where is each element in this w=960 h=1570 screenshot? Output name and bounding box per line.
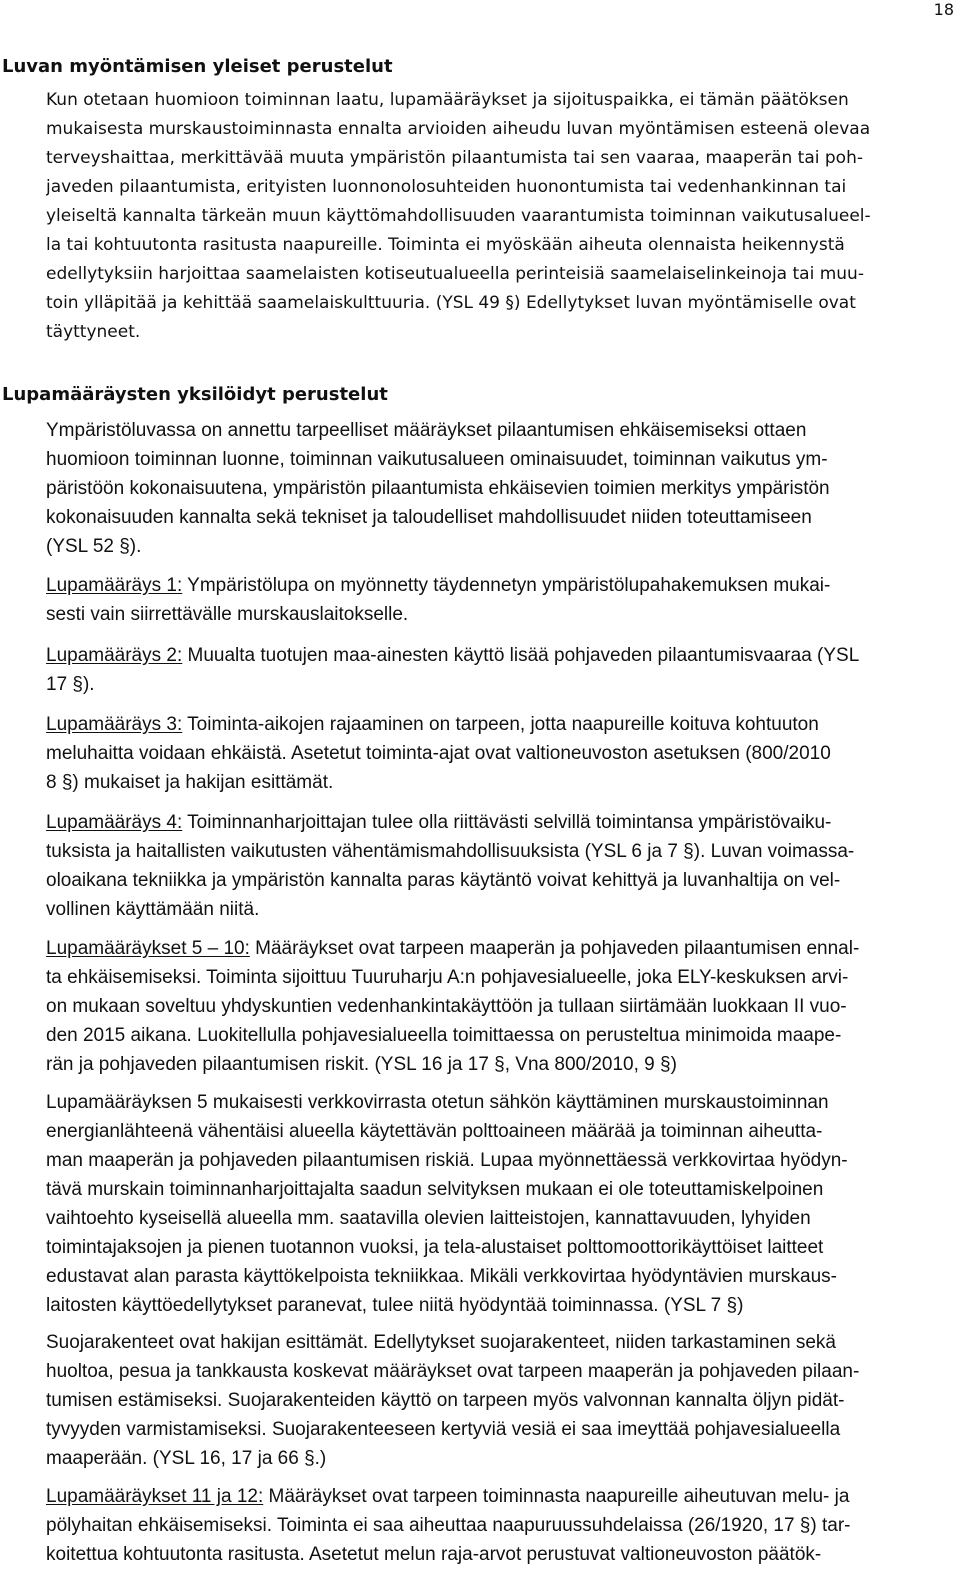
text-line: tuksista ja haitallisten vaikutusten vähentämismahdollisuuksista (YSL 6 ja 7 §). Luvan voimassa- bbox=[46, 841, 855, 862]
text-line: den 2015 aikana. Luokitellulla pohjavesialueella toimittaessa on perusteltua minimoida maape- bbox=[46, 1025, 842, 1046]
text-line: päristöön kokonaisuutena, ympäristön pilaantumista ehkäisevien toimien merkitys ympäristön bbox=[46, 478, 830, 499]
text-line bbox=[46, 808, 958, 837]
paragraph-protection bbox=[46, 1328, 958, 1473]
text-line: mukaisesta murskaustoiminnasta ennalta arvioiden aiheudu luvan myöntämisen esteenä olevaa bbox=[46, 119, 871, 139]
text-line: rän ja pohjaveden pilaantumisen riskit. (YSL 16 ja 17 §, Vna 800/2010, 9 §) bbox=[46, 1054, 677, 1075]
text-line: vaihtoehto kyseisellä alueella mm. saatavilla olevien laitteistojen, kannattavuuden, lyhyiden bbox=[46, 1208, 811, 1229]
regulation-text: Toiminta-aikojen rajaaminen on tarpeen, jotta naapureille koituva kohtuuton bbox=[182, 714, 819, 735]
text-line: täyttyneet. bbox=[46, 322, 141, 342]
text-line bbox=[46, 934, 958, 963]
text-line: 17 §). bbox=[46, 674, 95, 695]
text-line: Ympäristöluvassa on annettu tarpeelliset määräykset pilaantumisen ehkäisemiseksi ottaen bbox=[46, 420, 807, 441]
text-line: terveyshaittaa, merkittävää muuta ympäristön pilaantumista tai sen vaaraa, maaperän tai poh- bbox=[46, 148, 863, 168]
text-line: edellytyksiin harjoittaa saamelaisten kotiseutualueella perinteisiä saamelaiselinkeinoja tai muu- bbox=[46, 264, 864, 284]
paragraph-regulation-3 bbox=[46, 710, 958, 797]
section-heading-general-grounds: Luvan myöntämisen yleiset perustelut bbox=[2, 56, 393, 77]
section-heading-specific-grounds: Lupamääräysten yksilöidyt perustelut bbox=[2, 384, 388, 405]
text-line: 8 §) mukaiset ja hakijan esittämät. bbox=[46, 772, 334, 793]
text-line: oloaikana tekniikka ja ympäristön kannalta paras käytäntö voivat kehittyä ja luvanhaltija on vel- bbox=[46, 870, 841, 891]
text-line: yleiseltä kannalta tärkeän muun käyttömahdollisuuden vaarantumista toiminnan vaikutusalueel- bbox=[46, 206, 871, 226]
text-line: tumisen estämiseksi. Suojarakenteiden käyttö on tarpeen myös valvonnan kannalta öljyn pidät- bbox=[46, 1390, 845, 1411]
page-number: 18 bbox=[933, 0, 954, 19]
text-line: energianlähteenä vähentäisi alueella käytettävän polttoaineen määrää ja toiminnan aiheutta- bbox=[46, 1121, 823, 1142]
text-line: Suojarakenteet ovat hakijan esittämät. Edellytykset suojarakenteet, niiden tarkastaminen sekä bbox=[46, 1332, 837, 1353]
text-line: (YSL 52 §). bbox=[46, 536, 142, 557]
regulation-label: Lupamääräys 4: bbox=[46, 812, 183, 833]
text-line: tyvyyden varmistamiseksi. Suojarakenteeseen kertyviä vesiä ei saa imeyttää pohjavesialueella bbox=[46, 1419, 841, 1440]
text-line: toin ylläpitää ja kehittää saamelaiskulttuuria. (YSL 49 §) Edellytykset luvan myöntämiselle ovat bbox=[46, 293, 856, 313]
text-line: koitettua kohtuutonta rasitusta. Asetetut melun raja-arvot perustuvat valtioneuvoston päätök- bbox=[46, 1544, 822, 1565]
text-line: javeden pilaantumista, erityisten luonnonolosuhteiden huonontumista tai vedenhankinnan tai bbox=[46, 177, 847, 197]
text-line: meluhaitta voidaan ehkäistä. Asetetut toiminta-ajat ovat valtioneuvoston asetuksen (800/2010 bbox=[46, 743, 831, 764]
text-line bbox=[46, 641, 958, 670]
text-line: on mukaan soveltuu yhdyskuntien vedenhankintakäyttöön ja tullaan siirtämään luokkaan II vuo- bbox=[46, 996, 847, 1017]
text-line: edustavat alan parasta käyttökelpoista tekniikkaa. Mikäli verkkovirtaa hyödyntävien murskaus- bbox=[46, 1266, 837, 1287]
regulation-text: Määräykset ovat tarpeen maaperän ja pohjaveden pilaantumisen ennal- bbox=[249, 938, 860, 959]
paragraph-regulation-2 bbox=[46, 641, 958, 699]
paragraph-energy bbox=[46, 1088, 958, 1320]
text-line: huoltoa, pesua ja tankkausta koskevat määräykset ovat tarpeen maaperän ja pohjaveden pilaan- bbox=[46, 1361, 860, 1382]
text-line: Kun otetaan huomioon toiminnan laatu, lupamääräykset ja sijoituspaikka, ei tämän päätöksen bbox=[46, 90, 849, 110]
text-line: huomioon toiminnan luonne, toiminnan vaikutusalueen ominaisuudet, toiminnan vaikutus ym- bbox=[46, 449, 828, 470]
regulation-label: Lupamääräys 2: bbox=[46, 645, 183, 666]
regulation-label: Lupamääräys 3: bbox=[46, 714, 183, 735]
regulation-text: Muualta tuotujen maa-ainesten käyttö lisää pohjaveden pilaantumisvaaraa (YSL bbox=[182, 645, 860, 666]
regulation-label: Lupamääräys 1: bbox=[46, 575, 183, 596]
text-line: laitosten käyttöedellytykset paranevat, tulee niitä hyödyntää toiminnassa. (YSL 7 §) bbox=[46, 1295, 744, 1316]
text-line: Lupamääräyksen 5 mukaisesti verkkovirrasta otetun sähkön käyttäminen murskaustoiminnan bbox=[46, 1092, 829, 1113]
regulation-text: Toiminnanharjoittajan tulee olla riittävästi selvillä toimintansa ympäristövaiku- bbox=[182, 812, 832, 833]
text-line: tävä murskain toiminnanharjoittajalta saadun selvityksen mukaan ei ole toteuttamiskelpoinen bbox=[46, 1179, 824, 1200]
text-line: ta ehkäisemiseksi. Toiminta sijoittuu Tuuruharju A:n pohjavesialueelle, joka ELY-keskuksen arvi- bbox=[46, 967, 849, 988]
text-line: toimintajaksojen ja pienen tuotannon vuoksi, ja tela-alustaiset polttomoottorikäyttöiset laitteet bbox=[46, 1237, 824, 1258]
text-line: man maaperän ja pohjaveden pilaantumisen riskiä. Lupaa myönnettäessä verkkovirtaa hyödyn- bbox=[46, 1150, 848, 1171]
text-line: la tai kohtuutonta rasitusta naapureille. Toiminta ei myöskään aiheuta olennaista heikennystä bbox=[46, 235, 845, 255]
text-line bbox=[46, 1482, 958, 1511]
text-line: sesti vain siirrettävälle murskauslaitokselle. bbox=[46, 604, 409, 625]
paragraph-regulations-11-12 bbox=[46, 1482, 958, 1569]
text-line: kokonaisuuden kannalta sekä tekniset ja taloudelliset mahdollisuudet niiden toteuttamiseen bbox=[46, 507, 812, 528]
text-line: maaperään. (YSL 16, 17 ja 66 §.) bbox=[46, 1448, 327, 1469]
regulation-label: Lupamääräykset 11 ja 12: bbox=[46, 1486, 264, 1507]
text-line: pölyhaitan ehkäisemiseksi. Toiminta ei saa aiheuttaa naapuruussuhdelaissa (26/1920, 17 §) tar- bbox=[46, 1515, 851, 1536]
regulation-label: Lupamääräykset 5 – 10: bbox=[46, 938, 250, 959]
paragraph-intro bbox=[46, 416, 958, 561]
regulation-text: Ympäristölupa on myönnetty täydennetyn ympäristölupahakemuksen mukai- bbox=[182, 575, 831, 596]
regulation-text: Määräykset ovat tarpeen toiminnasta naapureille aiheutuvan melu- ja bbox=[263, 1486, 850, 1507]
text-line: vollinen käyttämään niitä. bbox=[46, 899, 260, 920]
paragraph-regulation-1 bbox=[46, 571, 958, 629]
text-line bbox=[46, 571, 958, 600]
paragraph-general-grounds bbox=[46, 86, 958, 347]
paragraph-regulation-4 bbox=[46, 808, 958, 924]
paragraph-regulations-5-10 bbox=[46, 934, 958, 1079]
text-line bbox=[46, 710, 958, 739]
